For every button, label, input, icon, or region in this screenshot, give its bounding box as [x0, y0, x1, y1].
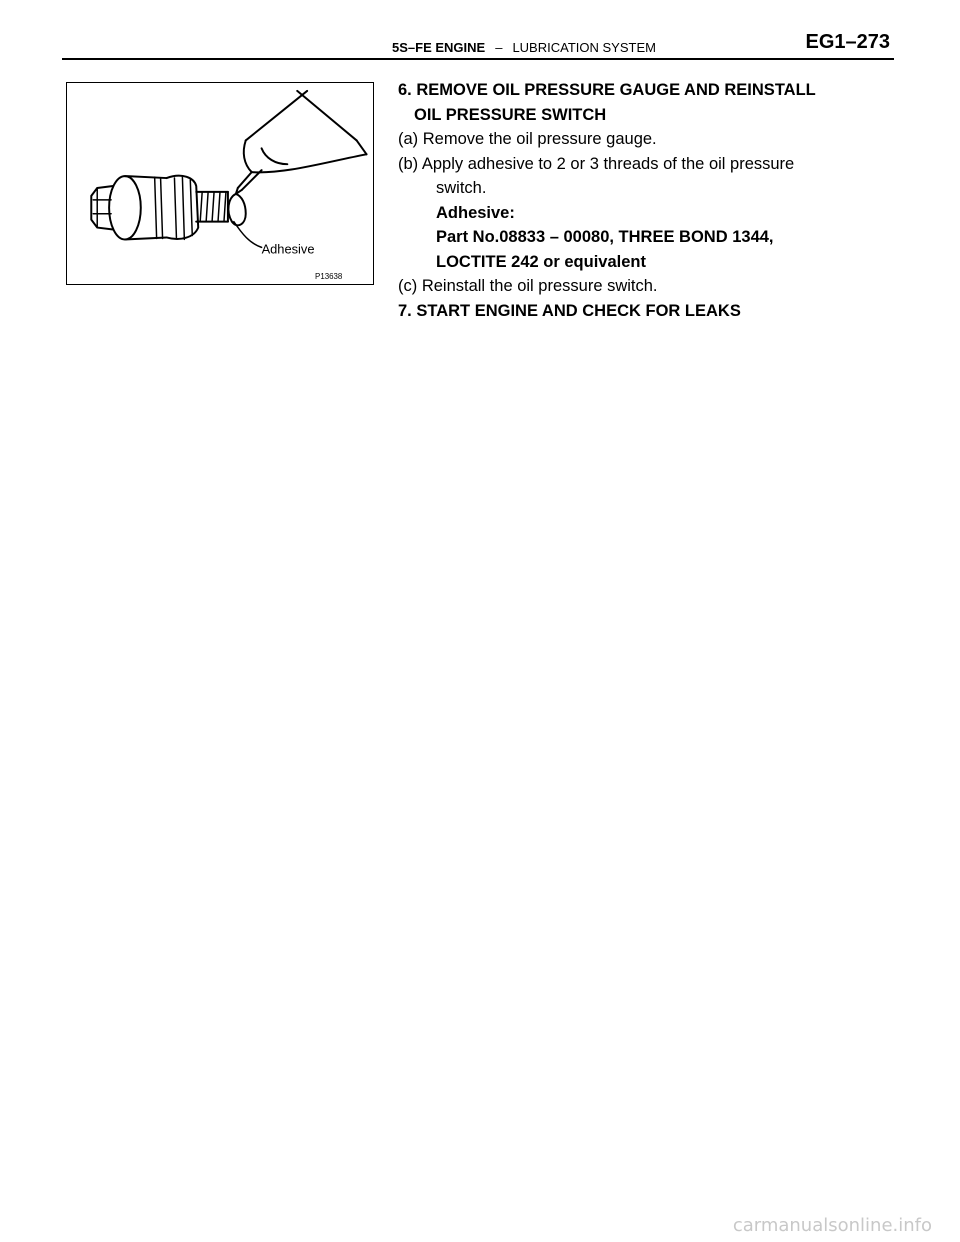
header-section-title [392, 40, 656, 55]
header-section: LUBRICATION SYSTEM [512, 40, 656, 55]
header-separator: – [495, 40, 503, 55]
page-number: EG1–273 [805, 31, 890, 53]
oil-pressure-switch-illustration [66, 82, 374, 285]
adhesive-spec-line1: Part No.08833 – 00080, THREE BOND 1344, [436, 228, 774, 246]
adhesive-label: Adhesive: [436, 203, 515, 222]
header-engine: 5S–FE ENGINE [392, 40, 486, 55]
adhesive-spec-line2: LOCTITE 242 or equivalent [436, 252, 646, 271]
page-header [62, 22, 894, 60]
substep-b-line2: switch. [436, 179, 487, 197]
callout-adhesive-label: Adhesive [261, 241, 315, 257]
substep-c: (c) Reinstall the oil pressure switch. [398, 277, 658, 295]
header-rule [62, 58, 894, 60]
step-6-title-line2: OIL PRESSURE SWITCH [414, 105, 607, 124]
step-6-title-line1: 6. REMOVE OIL PRESSURE GAUGE AND REINSTALL [398, 81, 816, 99]
substep-a: (a) Remove the oil pressure gauge. [398, 130, 657, 148]
procedure-text [398, 78, 918, 323]
figure-code: P13638 [315, 272, 343, 282]
step-7-title: 7. START ENGINE AND CHECK FOR LEAKS [398, 301, 741, 320]
illustration-svg [67, 83, 373, 284]
substep-b-line1: (b) Apply adhesive to 2 or 3 threads of the oil pressure [398, 154, 795, 173]
watermark: carmanualsonline.info [732, 1215, 932, 1236]
